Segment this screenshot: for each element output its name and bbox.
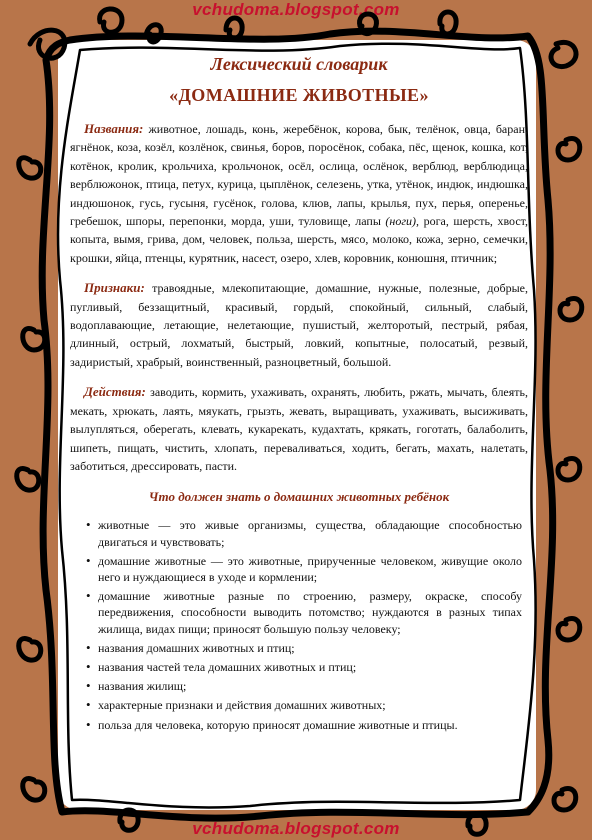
list-item: • домашние животные разные по строению, размеру, окраске, способу передвижения, способности выводить потомство; нуждаются в разных типах жилища, видах пищи; приносят большую пользу человеку; [86, 588, 522, 637]
list-item: • названия частей тела домашних животных и птиц; [86, 659, 522, 675]
traits-section [70, 279, 528, 371]
list-item: • характерные признаки и действия домашних животных; [86, 697, 522, 713]
list-item: • польза для человека, которую приносят домашние животные и птицы. [86, 717, 522, 733]
dictionary-content [70, 54, 528, 736]
list-item: • животные — это живые организмы, существа, обладающие способностью двигаться и чувствовать; [86, 517, 522, 549]
names-note: (ноги), [385, 214, 420, 229]
names-section [70, 120, 528, 267]
list-item: • домашние животные — это животные, прирученные человеком, живущие около него и нуждающиеся в уходе и кормлении; [86, 553, 522, 585]
topic-title: «ДОМАШНИЕ ЖИВОТНЫЕ» [169, 85, 429, 105]
actions-section [70, 383, 528, 475]
traits-text: травоядные, млекопитающие, домашние, нужные, полезные, добрые, пугливый, беззащитный, красивый, гордый, спокойный, сильный, слабый, водоплавающие, летающие, нелетающие, пушистый, желторотый, пестрый, рябая, длинный, острый, лохматый, быстрый, ловкий, копытные, полосатый, резвый, задиристый, храбрый, воинственный, разноцветный, большой. [70, 281, 528, 369]
names-text-a: животное, лошадь, конь, жеребёнок, корова, бык, телёнок, овца, баран, ягнёнок, коза, козёл, козлёнок, свинья, боров, поросёнок, собака, пёс, щенок, кошка, кот, котёнок, кролик, крольчиха, крольчонок, осёл, ослица, ослёнок, верблюд, верблюдица, верблюжонок, птица, петух, курица, цыплёнок, селезень, утка, утёнок, индюк, индюшка, индюшонок, гусь, гусыня, гусёнок, голова, клюв, лапы, крылья, пух, перья, оперенье, гребешок, шпоры, перепонки, морда, уши, туловище, лапы [70, 122, 528, 229]
actions-text: заводить, кормить, ухаживать, охранять, любить, ржать, мычать, блеять, мекать, хрюкать, лаять, мяукать, грызть, жевать, выращивать, ухаживать, высиживать, вылупляться, оберегать, клевать, кукарекать, кудахтать, крякать, гоготать, балаболить, шипеть, пищать, чистить, хлопать, переваливаться, ходить, бегать, махать, налетать, заботиться, дрессировать, пасти. [70, 385, 528, 473]
site-url-bottom: vchudoma.blogspot.com [192, 819, 400, 838]
knowledge-list [70, 517, 528, 732]
site-url-top: vchudoma.blogspot.com [192, 0, 400, 19]
names-label: Названия: [84, 121, 144, 136]
list-item: • названия жилищ; [86, 678, 522, 694]
traits-label: Признаки: [84, 280, 145, 296]
names-text-b: рога, шерсть, хвост, копыта, вымя, грива, дом, человек, польза, шерсть, мясо, молоко, кожа, зерно, семечки, крошки, яйца, птенцы, курятник, насест, озеро, хлев, коровник, конюшня, птичник; [70, 214, 528, 265]
dictionary-title: Лексический словарик [210, 54, 388, 74]
actions-label: Действия: [84, 384, 146, 400]
knowledge-heading: Что должен знать о домашних животных ребёнок [148, 489, 450, 505]
list-item: • названия домашних животных и птиц; [86, 640, 522, 656]
